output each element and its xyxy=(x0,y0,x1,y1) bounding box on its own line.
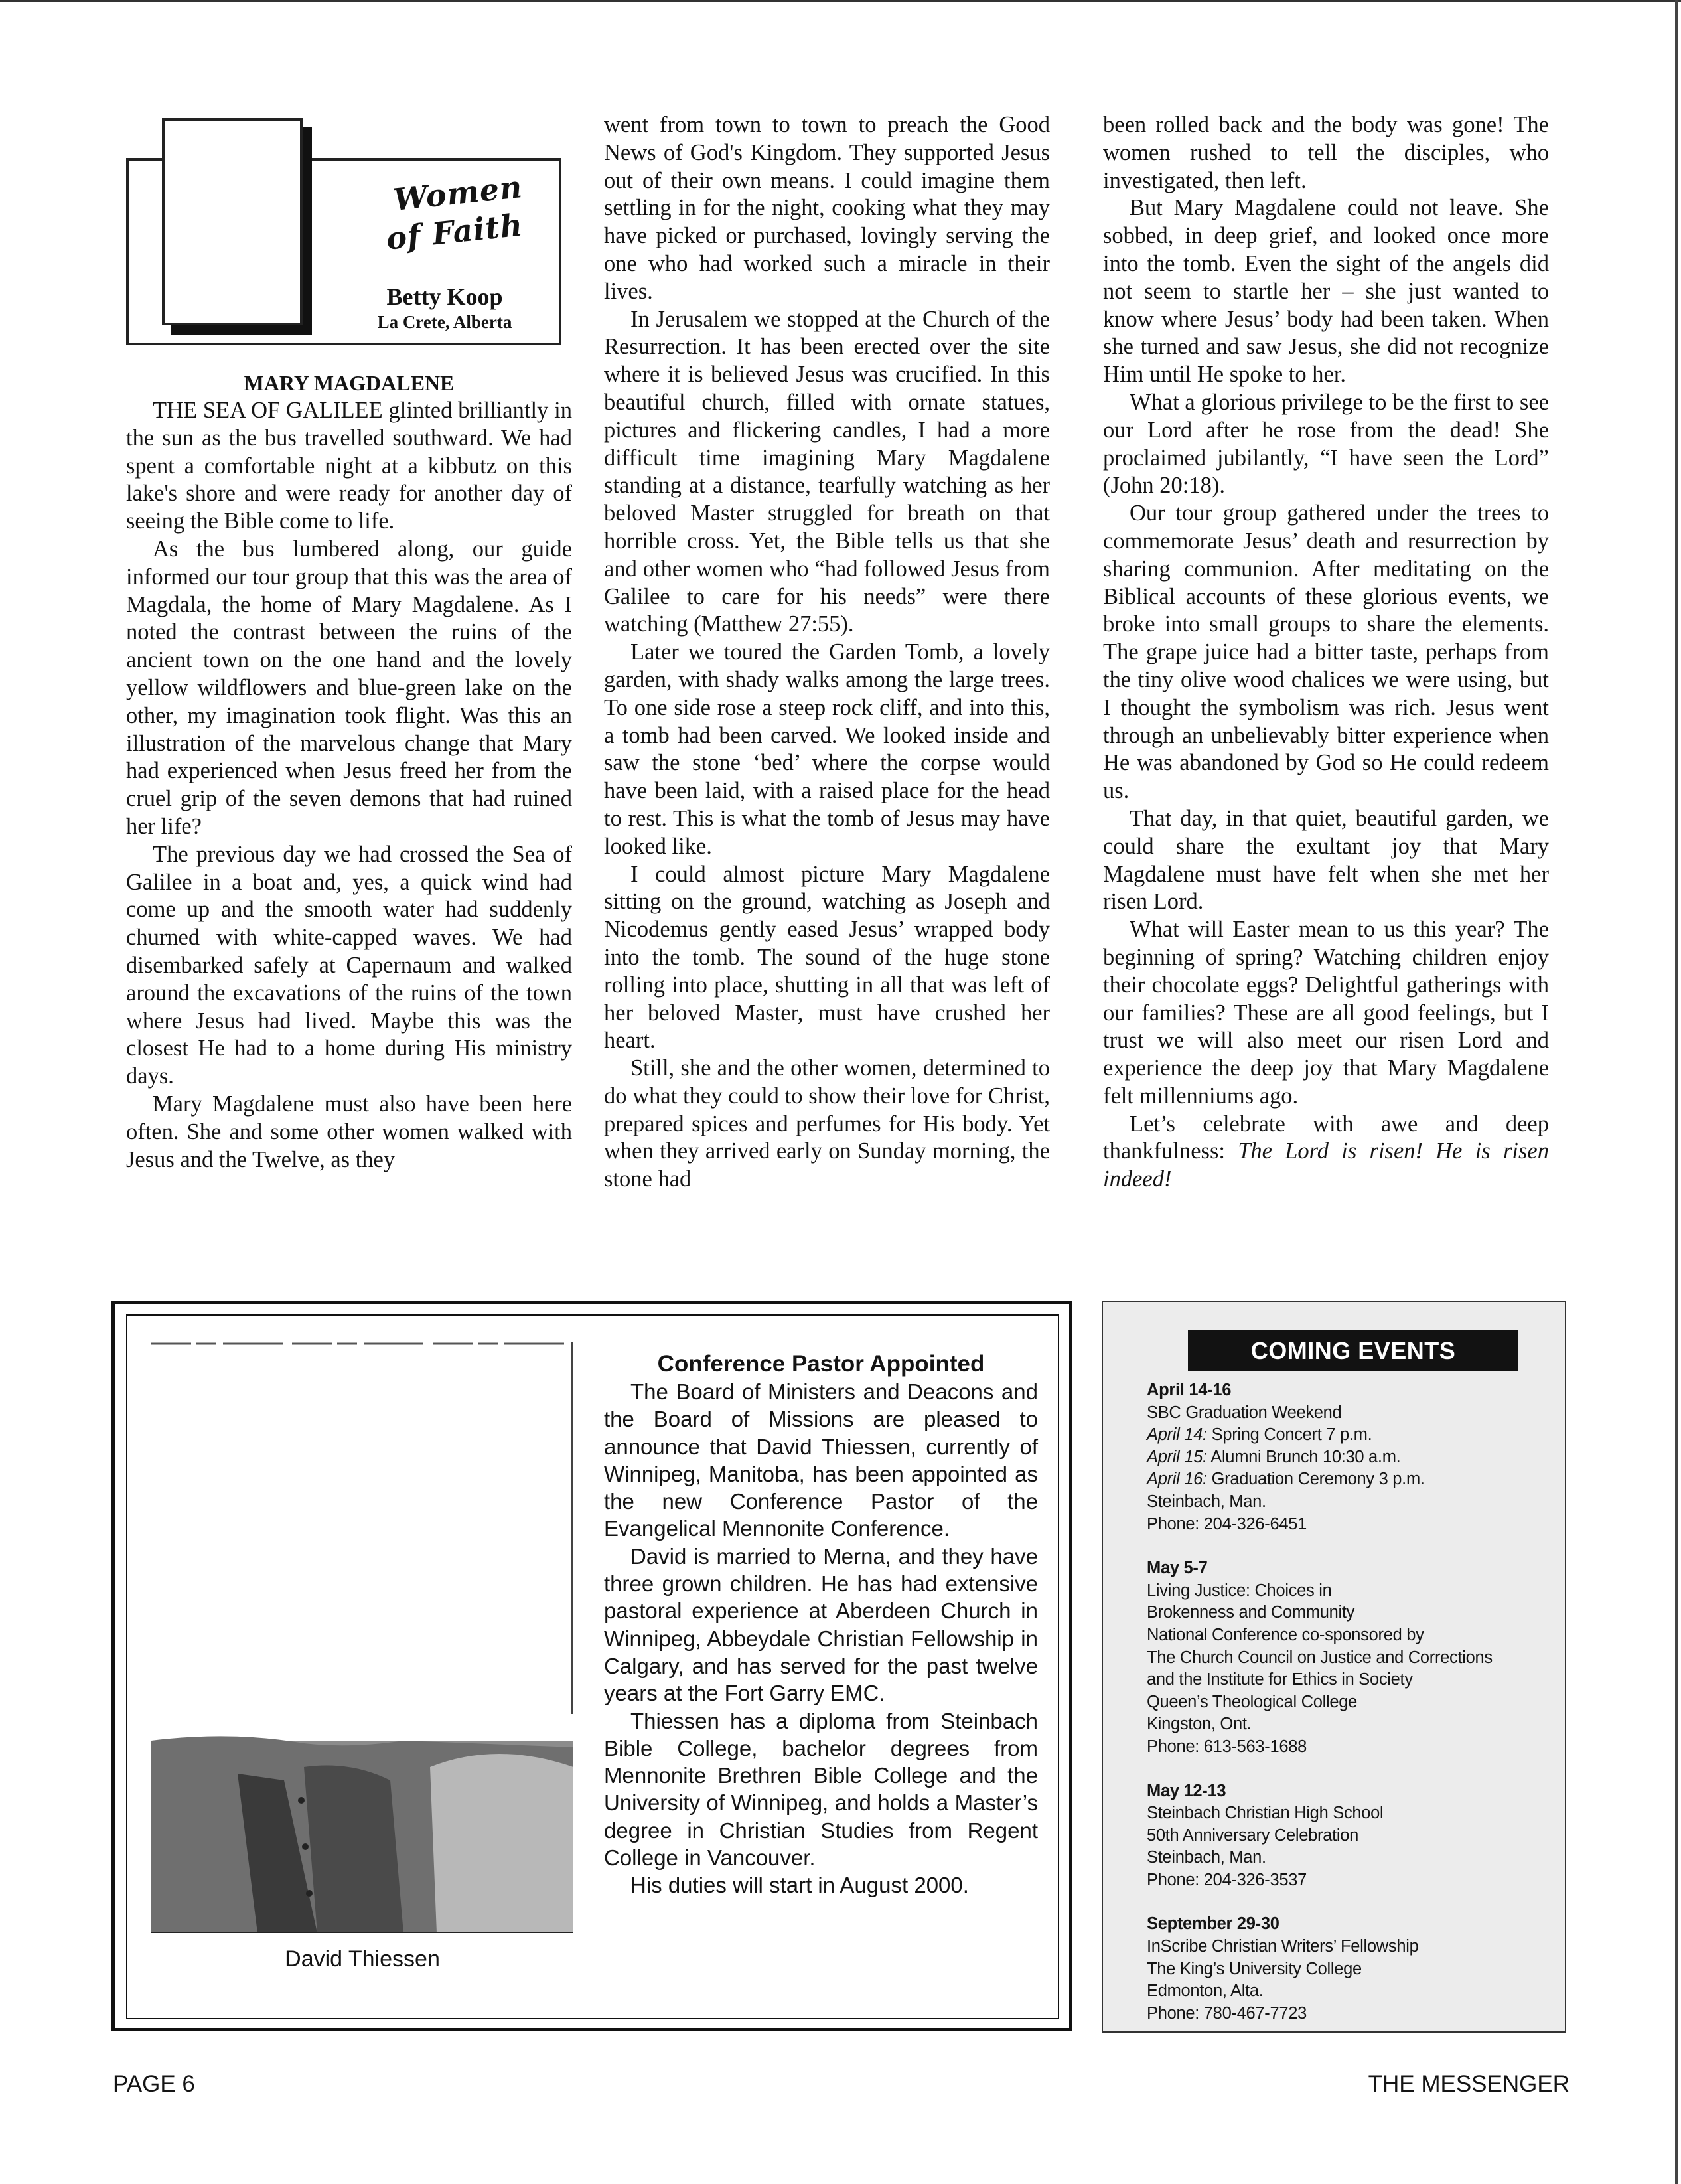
article-paragraph: Later we toured the Garden Tomb, a lovely garden, with shady walks among the large trees. To one side rose a steep rock cliff, and into this, a tomb had been carved. We looked inside and saw the stone ‘bed’ where the corpse would have been laid, with a raised place for the head to rest. This is what the tomb of Jesus may have looked like. xyxy=(604,639,1050,859)
event-detail-line xyxy=(1147,1624,1545,1647)
event-detail-text: Steinbach Christian High School xyxy=(1147,1804,1384,1823)
article-paragraph: Still, she and the other women, determined to do what they could to show their love for Christ, prepared spices and perfumes for His body. Yet when they arrived early on Sunday morning, the stone had xyxy=(604,1055,1050,1192)
event-detail-line xyxy=(1147,1402,1545,1425)
article-closing-paragraph xyxy=(1103,1111,1549,1194)
article-paragraph: But Mary Magdalene could not leave. She sobbed, in deep grief, and looked once more into the tomb. Even the sight of the angels did not seem to startle her – she just wanted to know where Jesus’ body had been taken. When she turned and saw Jesus, she did not recognize Him until He spoke to her. xyxy=(1103,195,1549,388)
article-paragraph: As the bus lumbered along, our guide informed our tour group that this was the area of Magdala, the home of Mary Magdalene. As I noted the contrast between the ruins of the ancient town on the one hand and the lovely yellow wildflowers and blue-green lake on the other, my imagination took flight. Was this an illustration of the marvelous change that Mary had experienced when Jesus freed her from the cruel grip of the seven demons that had ruined her life? xyxy=(126,536,572,839)
event-detail-text: Brokenness and Community xyxy=(1147,1603,1355,1622)
article-paragraph: I could almost picture Mary Magdalene sitting on the ground, watching as Joseph and Nicodemus gently eased Jesus’ wrapped body into the tomb. The sound of the huge stone rolling into place, shutting in all that was left of her beloved Master, must have crushed her heart. xyxy=(604,861,1050,1053)
article-column-1 xyxy=(126,369,572,1174)
article-paragraph: THE SEA OF GALILEE glinted brilliantly in the sun as the bus travelled southward. We had spent a comfortable night at a kibbutz on this lake's shore and were ready for another day of seeing the Bible come to life. xyxy=(126,398,572,534)
event-detail-line xyxy=(1147,1847,1545,1869)
event-detail-line xyxy=(1147,1514,1545,1536)
coming-events-title: COMING EVENTS xyxy=(1188,1330,1518,1371)
event-detail-text: Spring Concert 7 p.m. xyxy=(1206,1425,1372,1444)
photo-caption: David Thiessen xyxy=(285,1946,440,1972)
event-date: April 14-16 xyxy=(1147,1381,1232,1399)
event-detail-line xyxy=(1147,1825,1545,1847)
top-edge-rule xyxy=(0,0,1681,2)
event-item xyxy=(1147,1557,1545,1758)
article-paragraph: What will Easter mean to us this year? The beginning of spring? Watching children enjoy their chocolate eggs? Delightful gatherings with our families? These are all good feelings, but I trust we will also meet our risen Lord and experience the deep joy that Mary Magdalene felt millenniums ago. xyxy=(1103,917,1549,1109)
event-detail-line xyxy=(1147,1869,1545,1892)
event-item xyxy=(1147,1780,1545,1892)
event-detail-label: April 16: xyxy=(1147,1470,1207,1489)
article-heading: MARY MAGDALENE xyxy=(244,371,455,395)
event-date: May 12-13 xyxy=(1147,1781,1226,1800)
event-detail-line xyxy=(1147,1468,1545,1491)
event-detail-text: and the Institute for Ethics in Society xyxy=(1147,1670,1413,1689)
event-detail-text: Queen’s Theological College xyxy=(1147,1692,1358,1711)
event-detail-text: Living Justice: Choices in xyxy=(1147,1581,1332,1600)
event-item xyxy=(1147,1379,1545,1535)
pastor-announcement-title: Conference Pastor Appointed xyxy=(657,1351,985,1377)
event-detail-line xyxy=(1147,1491,1545,1514)
event-detail-line xyxy=(1147,1669,1545,1691)
author-photo-placeholder xyxy=(162,118,303,325)
event-detail-text: Phone: 204-326-3537 xyxy=(1147,1870,1307,1889)
closing-italic: The Lord is risen! He is risen indeed! xyxy=(1103,1138,1549,1192)
event-detail-text: Edmonton, Alta. xyxy=(1147,1982,1264,2001)
article-column-3 xyxy=(1103,112,1549,1194)
article-paragraph: What a glorious privilege to be the first to see our Lord after he rose from the dead! She proclaimed jubilantly, “I have seen the Lord” (John 20:18). xyxy=(1103,389,1549,499)
pastor-paragraph: Thiessen has a diploma from Steinbach Bible College, bachelor degrees from Mennonite Brethren Bible College and the University of Winnipeg, and holds a Master’s degree in Christian Studies from Regent College in Vancouver. xyxy=(604,1708,1038,1871)
event-detail-text: The Church Council on Justice and Corrections xyxy=(1147,1648,1493,1667)
event-detail-text: Graduation Ceremony 3 p.m. xyxy=(1206,1470,1425,1489)
pastor-paragraph: His duties will start in August 2000. xyxy=(630,1873,969,1898)
publication-name: THE MESSENGER xyxy=(1368,2071,1570,2097)
event-date: September 29-30 xyxy=(1147,1914,1279,1934)
event-detail-text: National Conference co-sponsored by xyxy=(1147,1625,1424,1644)
event-detail-text: SBC Graduation Weekend xyxy=(1147,1403,1342,1422)
event-detail-text: InScribe Christian Writers’ Fellowship xyxy=(1147,1937,1419,1956)
right-edge-rule xyxy=(1675,0,1678,2184)
pastor-announcement-text xyxy=(604,1350,1038,1899)
article-paragraph-continued: went from town to town to preach the Good News of God's Kingdom. They supported Jesus out of their own means. I could imagine them settling in for the night, cooking what they may have picked or purchased, lovingly serving the one who had worked such a miracle in their lives. xyxy=(604,112,1050,304)
pastor-paragraph: David is married to Merna, and they have three grown children. He has had extensive pastoral experience at Aberdeen Church in Winnipeg, Abbeydale Christian Fellowship in Calgary, and has served for the past twelve years at the Fort Garry EMC. xyxy=(604,1543,1038,1706)
event-detail-line xyxy=(1147,1980,1545,2003)
article-paragraph: In Jerusalem we stopped at the Church of the Resurrection. It has been erected over the site where it is believed Jesus was crucified. In this beautiful church, filled with ornate statues, pictures and flickering candles, I had a more difficult time imagining Mary Magdalene standing at a distance, tearfully watching as her beloved Master struggled for breath on that horrible cross. Yet, the Bible tells us that she and other women who “had followed Jesus from Galilee to care for his needs” were there watching (Matthew 27:55). xyxy=(604,306,1050,637)
event-detail-line xyxy=(1147,1958,1545,1981)
feature-title-line1: Women xyxy=(392,168,524,218)
event-detail-line xyxy=(1147,1691,1545,1714)
event-detail-line xyxy=(1147,1424,1545,1446)
event-detail-line xyxy=(1147,1647,1545,1670)
event-detail-line xyxy=(1147,1446,1545,1469)
event-detail-line xyxy=(1147,1602,1545,1624)
event-detail-text: Kingston, Ont. xyxy=(1147,1715,1252,1734)
page-number: PAGE 6 xyxy=(113,2071,195,2097)
article-paragraph: The previous day we had crossed the Sea of Galilee in a boat and, yes, a quick wind had come up and the smooth water had suddenly churned with white-capped waves. We had disembarked safely at Capernaum and walked around the excavations of the ruins of the town where Jesus had lived. Maybe this was the closest He had to a home during His ministry days. xyxy=(126,841,572,1089)
event-date: May 5-7 xyxy=(1147,1559,1208,1578)
author-location: La Crete, Alberta xyxy=(377,312,512,332)
event-detail-line xyxy=(1147,1713,1545,1736)
event-detail-text: 50th Anniversary Celebration xyxy=(1147,1826,1359,1845)
event-detail-text: Steinbach, Man. xyxy=(1147,1848,1266,1867)
event-detail-label: April 14: xyxy=(1147,1425,1207,1444)
event-detail-line xyxy=(1147,1580,1545,1602)
event-detail-line xyxy=(1147,2003,1545,2025)
closing-lead: Let’s celebrate with awe and deep thankfulness: xyxy=(1103,1111,1549,1164)
event-detail-text: Alumni Brunch 10:30 a.m. xyxy=(1206,1447,1401,1466)
event-detail-text: Steinbach, Man. xyxy=(1147,1492,1266,1511)
article-paragraph: That day, in that quiet, beautiful garden, we could share the exultant joy that Mary Magdalene must have felt when she met her risen Lord. xyxy=(1103,805,1549,915)
event-detail-line xyxy=(1147,1936,1545,1958)
event-detail-text: Phone: 204-326-6451 xyxy=(1147,1514,1307,1533)
author-name: Betty Koop xyxy=(386,283,503,310)
pastor-paragraph: The Board of Ministers and Deacons and the Board of Missions are pleased to announce that David Thiessen, currently of Winnipeg, Manitoba, has been appointed as the new Conference Pastor of the Evangelical Mennonite Conference. xyxy=(604,1379,1038,1541)
article-paragraph: Mary Magdalene must also have been here often. She and some other women walked with Jesus and the Twelve, as they xyxy=(126,1091,572,1172)
feature-title xyxy=(358,168,544,257)
coming-events-list xyxy=(1147,1379,1545,2047)
event-detail-text: The King’s University College xyxy=(1147,1959,1362,1978)
event-detail-label: April 15: xyxy=(1147,1447,1207,1466)
article-paragraph: Our tour group gathered under the trees to commemorate Jesus’ death and resurrection by sharing communion. After meditating on the Biblical accounts of these glorious events, we broke into small groups to share the elements. The grape juice had a bitter taste, perhaps from the tiny olive wood chalices we were using, but I thought the symbolism was rich. Jesus went through an unbelievably bitter experience when He was abandoned by God so He could redeem us. xyxy=(1103,501,1549,804)
article-column-2 xyxy=(604,112,1050,1194)
event-detail-text: Phone: 780-467-7723 xyxy=(1147,2003,1307,2023)
event-item xyxy=(1147,1913,1545,2025)
article-paragraph-continued: been rolled back and the body was gone! The women rushed to tell the disciples, who investigated, then left. xyxy=(1103,112,1549,193)
event-detail-line xyxy=(1147,1802,1545,1825)
pastor-photo xyxy=(151,1342,573,1933)
event-detail-text: Phone: 613-563-1688 xyxy=(1147,1737,1307,1756)
event-detail-line xyxy=(1147,1736,1545,1758)
feature-title-line2: of Faith xyxy=(384,206,525,257)
